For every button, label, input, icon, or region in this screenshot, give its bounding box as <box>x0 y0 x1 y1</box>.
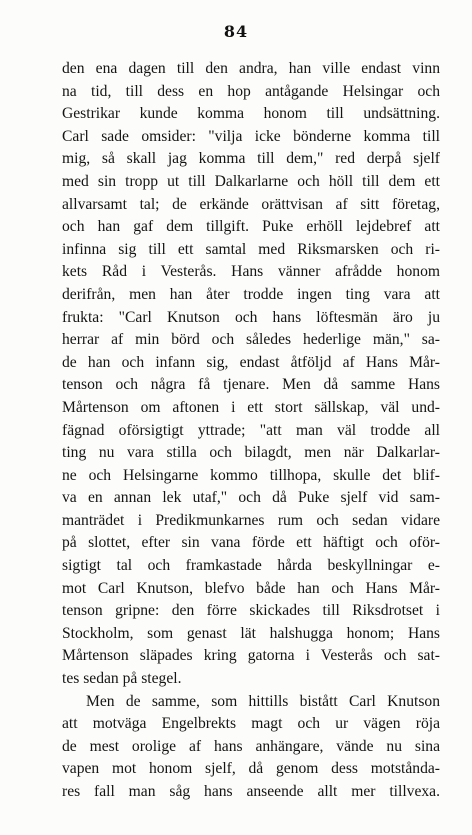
text-line: derifrån, men han åter trodde ingen ting vara att <box>62 285 440 303</box>
text-line: att motväga Engelbrekts magt och ur vägen röja <box>62 715 440 733</box>
text-line: Carl sade omsider: "vilja icke bönderne komma till <box>62 127 440 145</box>
text-line: mig, så skall jag komma till dem," red derpå sjelf <box>62 150 440 168</box>
text-line: ne och Helsingarne kommo tillhopa, skulle det blif- <box>62 466 440 484</box>
text-line: mot Carl Knutson, blefvo både han och Hans Mår- <box>62 579 440 597</box>
text-line: fägnad oförsigtigt yttrade; "att man väl trodde all <box>62 421 440 439</box>
text-line: Mårtenson släpades kring gatorna i Vesterås och sat- <box>62 647 440 665</box>
text-line: sigtigt tal och framkastade hårda beskyllningar e- <box>62 557 440 575</box>
text-line: infinna sig till ett samtal med Riksmarsken och ri- <box>62 240 440 258</box>
text-line: på slottet, efter sin vana förde ett häftigt och oför- <box>62 534 440 552</box>
text-line: na tid, till dess en hop antågande Helsingar och <box>62 82 440 100</box>
text-line: Gestrikar kunde komma honom till undsättning. <box>62 105 440 123</box>
text-line: frukta: "Carl Knutson och hans löftesmän äro ju <box>62 308 440 326</box>
paragraph-first-line: Men de samme, som hittills bistått Carl Knutson <box>86 692 440 710</box>
text-line: Stockholm, som genast lät halshugga honom; Hans <box>62 624 440 642</box>
text-line: Mårtenson om aftonen i ett stort sällskap, väl und- <box>62 398 440 416</box>
text-line: kets Råd i Vesterås. Hans vänner afrådde honom <box>62 263 440 281</box>
text-line: med sin tropp ut till Dalkarlarne och höll till dem ett <box>62 172 440 190</box>
body-text <box>62 58 440 804</box>
text-line: herrar af min börd och således hederlige män," sa- <box>62 331 440 349</box>
text-line: tenson och några få tjenare. Men då samme Hans <box>62 376 440 394</box>
text-line: de mest orolige af hans anhängare, vände nu sina <box>62 737 440 755</box>
text-line: tes sedan på stegel. <box>62 670 182 688</box>
text-line: allvarsamt tal; de erkände orättvisan af sitt företag, <box>62 195 440 213</box>
text-line: va en annan lek utaf," och då Puke sjelf vid sam- <box>62 489 440 507</box>
text-line: de han och infann sig, endast åtföljd af Hans Mår- <box>62 353 440 371</box>
text-line: och han gaf dem tillgift. Puke erhöll lejdebref att <box>62 218 440 236</box>
page-number: 84 <box>223 22 249 41</box>
text-line: manträdet i Predikmunkarnes rum och sedan vidare <box>62 511 440 529</box>
text-line: den ena dagen till den andra, han ville endast vinn <box>62 60 440 77</box>
text-line: res fall man såg hans anseende allt mer tillvexa. <box>62 783 440 800</box>
text-line: ting nu vara stilla och bilagdt, men när Dalkarlar- <box>62 444 440 462</box>
text-line: vapen mot honom sjelf, då genom dess motstånda- <box>62 760 440 778</box>
text-line: tenson gripne: den förre skickades till Riksdrotset i <box>62 602 440 620</box>
